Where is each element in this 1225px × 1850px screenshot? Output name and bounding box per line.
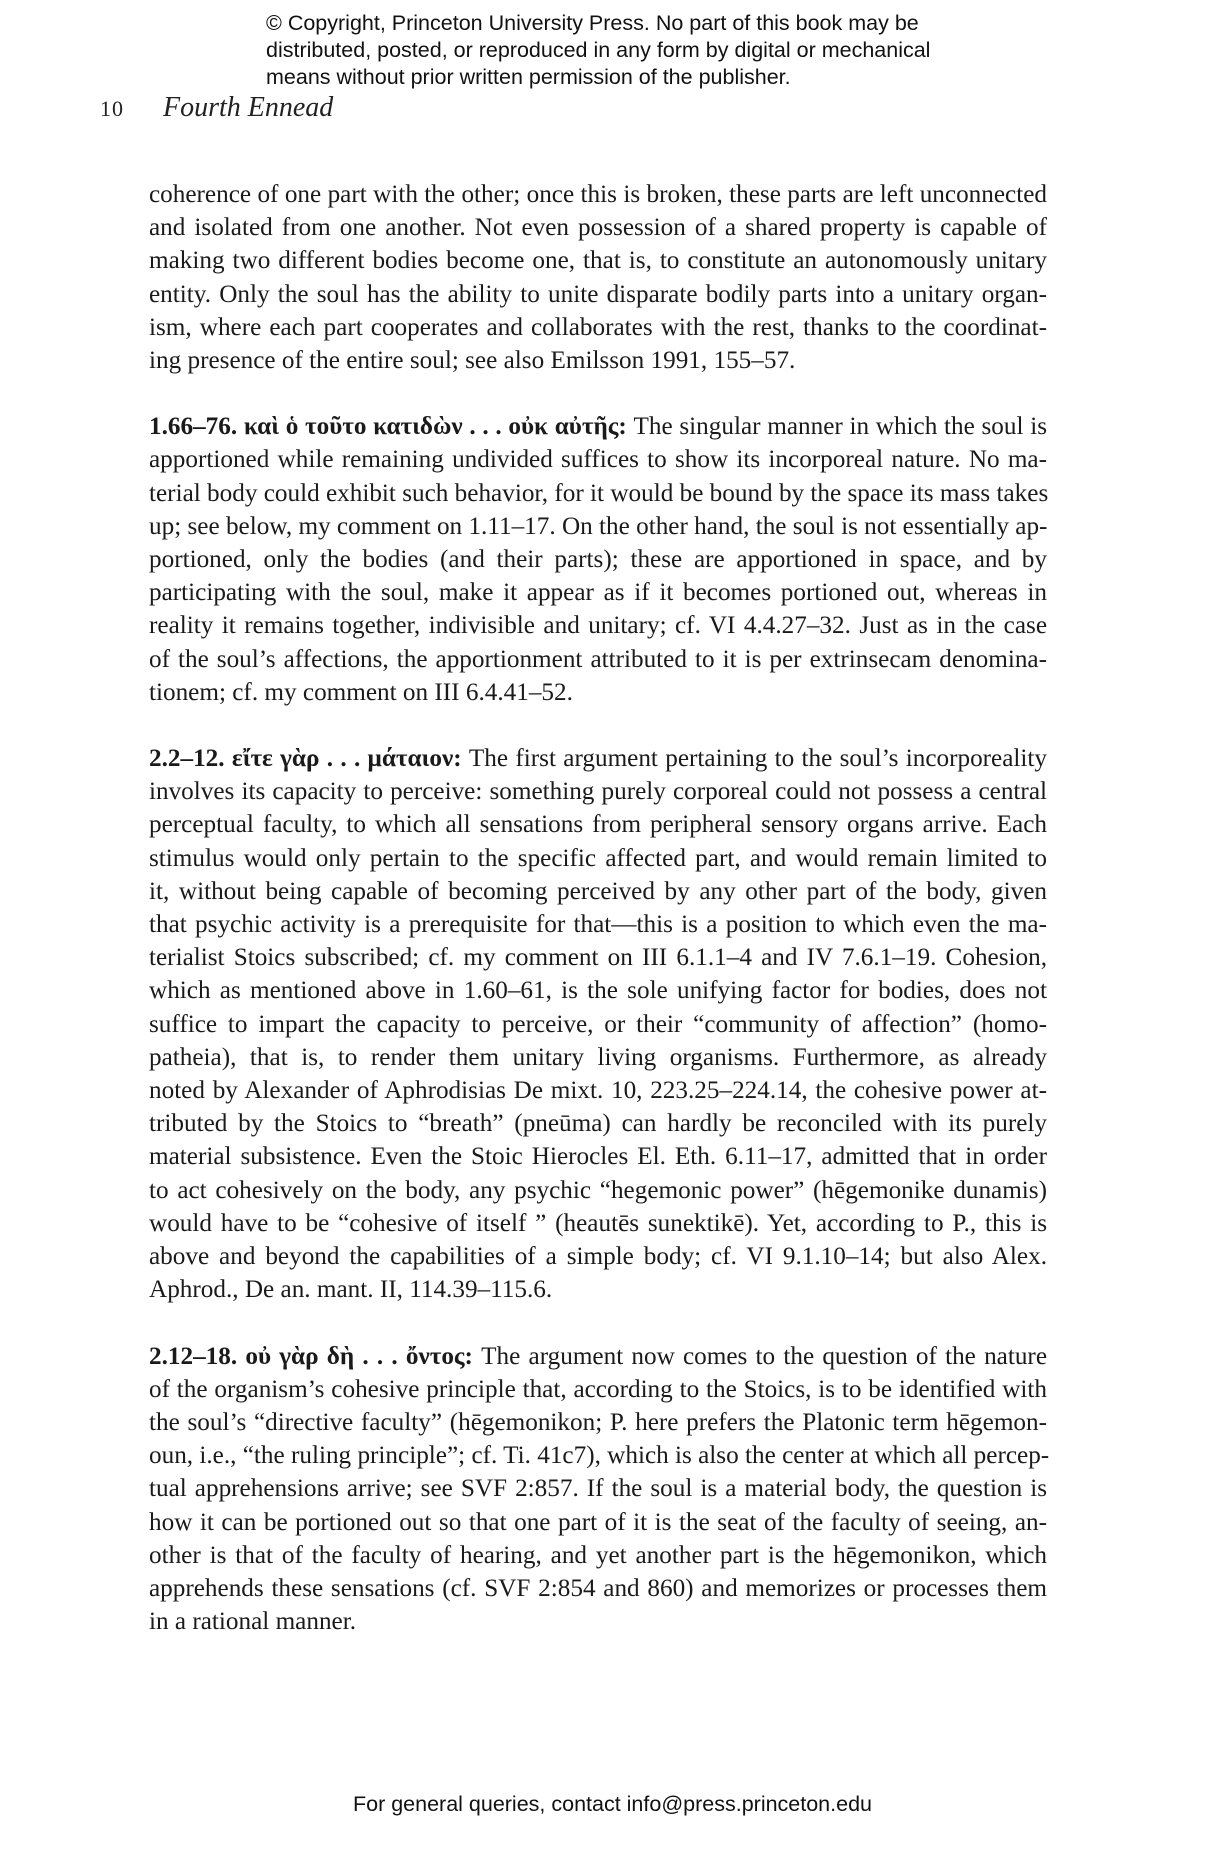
text-line: stimulus would only pertain to the specific affected part, and would remain limited to [149,844,1047,872]
text-line: participating with the soul, make it appear as if it becomes portioned out, whereas in [149,579,1047,607]
copyright-notice [266,10,1026,91]
text-line: in a rational manner. [149,1608,357,1636]
text-line: involves its capacity to perceive: something purely corporeal could not possess a central [149,778,1047,806]
text-line: oun, i.e., “the ruling principle”; cf. Ti. 41c7), which is also the center at which all percep- [149,1442,1050,1470]
text-line: suffice to impart the capacity to perceive, or their “community of affection” (homo- [149,1010,1047,1038]
text-line: material subsistence. Even the Stoic Hierocles El. Eth. 6.11–17, admitted that in order [149,1143,1047,1171]
text-line: apprehends these sensations (cf. SVF 2:854 and 860) and memorizes or processes them [149,1574,1047,1602]
text-line: tionem; cf. my comment on III 6.4.41–52. [149,678,573,706]
text-line [149,1340,1047,1373]
text-line: of the soul’s affections, the apportionment attributed to it is per extrinsecam denomina- [149,645,1047,673]
text-line: Aphrod., De an. mant. II, 114.39–115.6. [149,1276,553,1304]
paragraph [149,742,1047,1306]
lemma: 2.2–12. εἴτε γὰρ . . . μάταιον: [149,745,462,773]
copyright-line: © Copyright, Princeton University Press. No part of this book may be [266,11,919,35]
running-head-title: Fourth Ennead [163,92,334,123]
text-line: ism, where each part cooperates and collaborates with the rest, thanks to the coordinat- [149,313,1047,341]
text-line: making two different bodies become one, that is, to constitute an autonomously unitary [149,247,1047,275]
text-line: how it can be portioned out so that one part of it is the seat of the faculty of seeing, an- [149,1508,1047,1536]
text-line: that psychic activity is a prerequisite for that—this is a position to which even the ma- [149,911,1047,939]
text-line: entity. Only the soul has the ability to unite disparate bodily parts into a unitary organ- [149,280,1047,308]
text-line: other is that of the faculty of hearing, and yet another part is the hēgemonikon, which [149,1541,1047,1569]
text-line: above and beyond the capabilities of a simple body; cf. VI 9.1.10–14; but also Alex. [149,1243,1047,1271]
text-line: tual apprehensions arrive; see SVF 2:857. If the soul is a material body, the question is [149,1475,1047,1503]
text-line: reality it remains together, indivisible and unitary; cf. VI 4.4.27–32. Just as in the case [149,612,1047,640]
lemma: 1.66–76. καὶ ὁ τοῦτο κατιδὼν . . . οὐκ αὐτῆς: [149,413,627,441]
paragraph [149,1340,1050,1639]
footer-contact: For general queries, contact info@press.princeton.edu [352,1792,872,1816]
text-line: ing presence of the entire soul; see also Emilsson 1991, 155–57. [149,347,796,375]
text-line: up; see below, my comment on 1.11–17. On the other hand, the soul is not essentially ap- [149,512,1048,540]
text-line: noted by Alexander of Aphrodisias De mixt. 10, 223.25–224.14, the cohesive power at- [149,1077,1047,1105]
copyright-line: means without prior written permission of the publisher. [266,65,791,89]
text-line [149,742,1047,775]
running-head [100,92,333,124]
text-line: and isolated from one another. Not even possession of a shared property is capable of [149,214,1047,242]
lemma: 2.12–18. οὐ γὰρ δὴ . . . ὄντος: [149,1342,473,1370]
text-line: which as mentioned above in 1.60–61, is the sole unifying factor for bodies, does not [149,977,1047,1005]
body-text [149,178,1050,1671]
text-line: terial body could exhibit such behavior, for it would be bound by the space its mass takes [149,479,1049,507]
paragraph [149,178,1047,377]
text-line: tributed by the Stoics to “breath” (pneūma) can hardly be reconciled with its purely [149,1110,1047,1138]
text-line [149,410,1047,443]
text-line-content: The first argument pertaining to the soul’s incorporeality [468,745,1048,773]
text-line: it, without being capable of becoming perceived by any other part of the body, given [149,877,1047,905]
paragraph [149,410,1047,709]
page-number: 10 [100,96,124,121]
text-line: to act cohesively on the body, any psychic “hegemonic power” (hēgemonike dunamis) [149,1176,1047,1204]
text-line: patheia), that is, to render them unitary living organisms. Furthermore, as already [149,1043,1047,1071]
text-line: the soul’s “directive faculty” (hēgemonikon; P. here prefers the Platonic term hēgemon- [149,1408,1047,1436]
copyright-line: distributed, posted, or reproduced in any form by digital or mechanical [266,38,931,62]
text-line: apportioned while remaining undivided suffices to show its incorporeal nature. No ma- [149,446,1047,474]
text-line: of the organism’s cohesive principle that, according to the Stoics, is to be identified with [149,1375,1047,1403]
text-line-content: The argument now comes to the question of the nature [481,1342,1048,1370]
text-line: coherence of one part with the other; once this is broken, these parts are left unconnected [149,181,1047,208]
text-line: perceptual faculty, to which all sensations from peripheral sensory organs arrive. Each [149,811,1047,839]
text-line-content: The singular manner in which the soul is [633,413,1047,441]
text-line: would have to be “cohesive of itself ” (heautēs sunektikē). Yet, according to P., this is [149,1209,1047,1237]
text-line: terialist Stoics subscribed; cf. my comment on III 6.1.1–4 and IV 7.6.1–19. Cohesion, [149,944,1047,972]
text-line: portioned, only the bodies (and their parts); these are apportioned in space, and by [149,546,1047,574]
